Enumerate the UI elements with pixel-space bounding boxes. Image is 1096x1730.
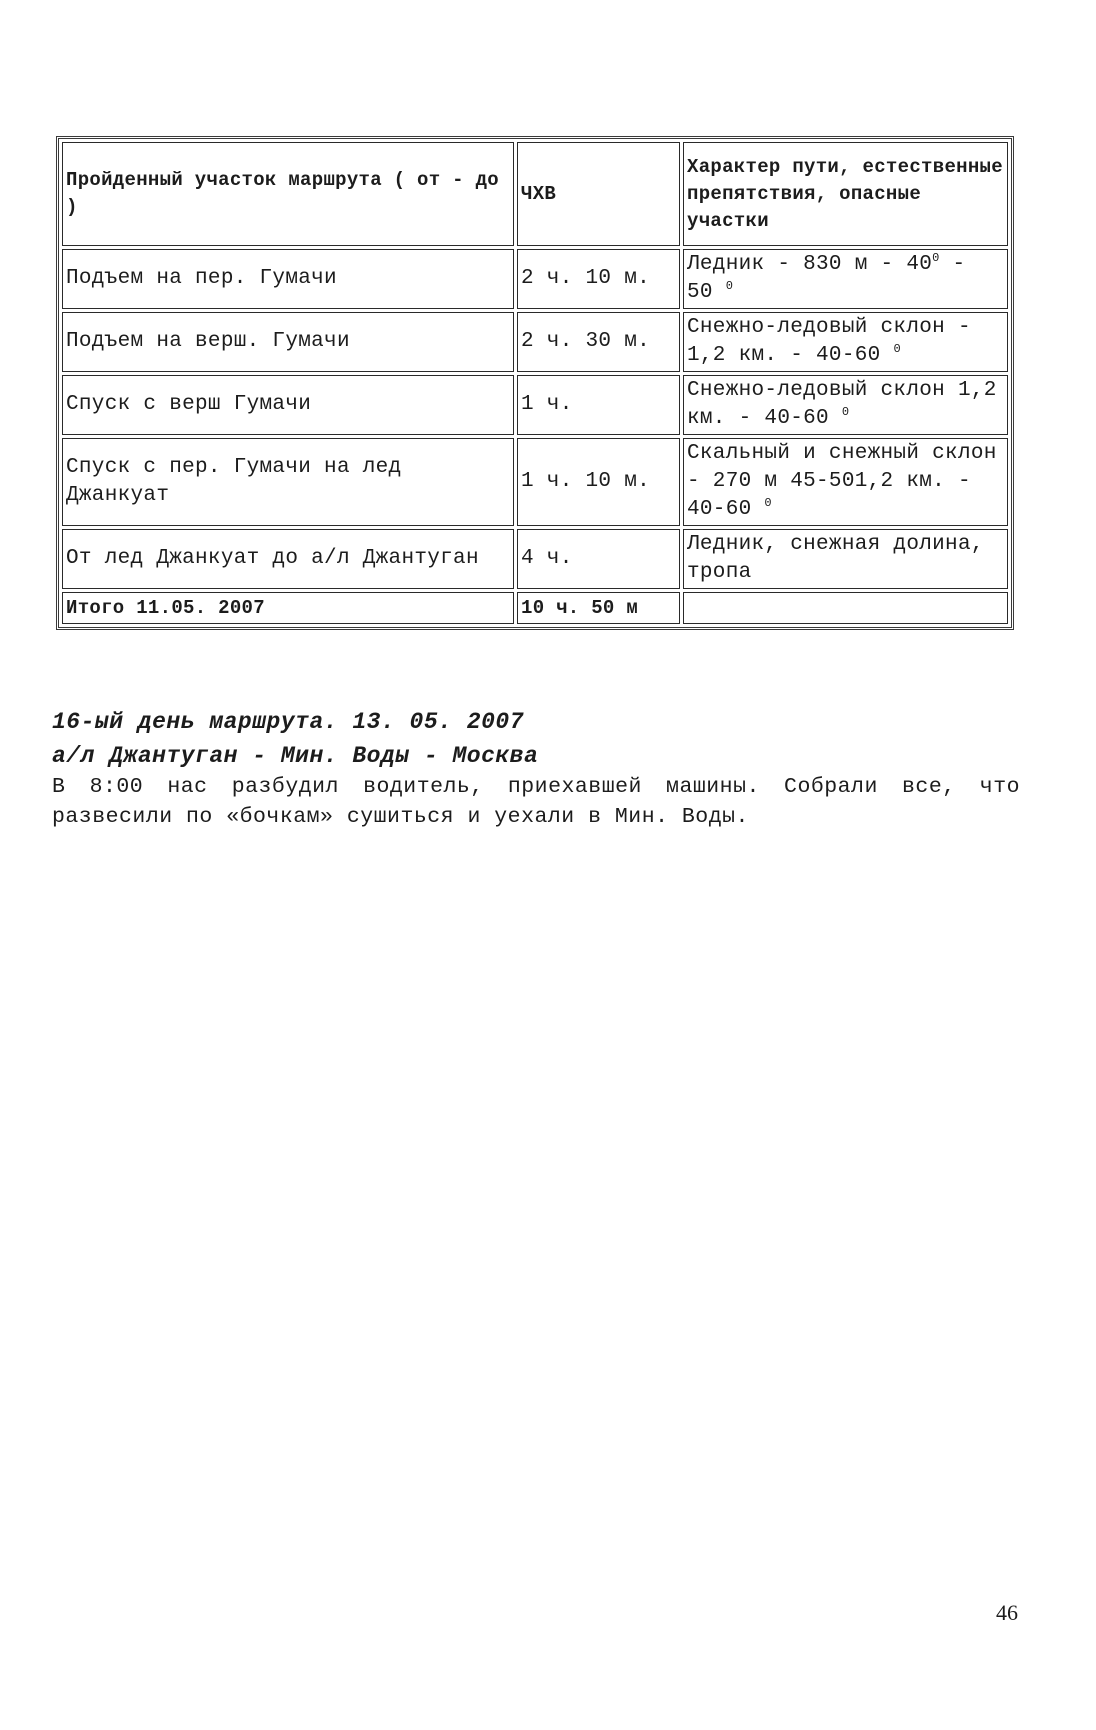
nature-text: Скальный и снежный склон - 270 м 45-501,2 км. - 40-60 — [687, 442, 997, 521]
nature-text: Ледник - 830 м - 40 — [687, 253, 933, 276]
nature-text: Снежно-ледовый склон 1,2 км. - 40-60 — [687, 379, 997, 430]
time-cell: 2 ч. 30 м. — [517, 312, 680, 372]
segment-cell: Подъем на верш. Гумачи — [62, 312, 514, 372]
nature-cell — [683, 375, 1008, 435]
table-total-row — [62, 592, 1008, 624]
nature-cell — [683, 249, 1008, 309]
nature-text: Снежно-ледовый склон - 1,2 км. - 40-60 — [687, 316, 971, 367]
time-cell: 2 ч. 10 м. — [517, 249, 680, 309]
page-number: 46 — [996, 1600, 1018, 1625]
table-row — [62, 249, 1008, 309]
total-label: Итого 11.05. 2007 — [62, 592, 514, 624]
day-title: 16-ый день маршрута. 13. 05. 2007 — [52, 709, 524, 735]
route-table — [56, 136, 1014, 630]
day-description: В 8:00 нас разбудил водитель, приехавшей машины. Собрали все, что развесили по «бочкам» сушиться и уехали в Мин. Воды. — [52, 775, 1020, 829]
segment-cell: Подъем на пер. Гумачи — [62, 249, 514, 309]
degree-sign: 0 — [932, 251, 940, 265]
nature-cell — [683, 312, 1008, 372]
table-row — [62, 375, 1008, 435]
time-cell: 1 ч. 10 м. — [517, 438, 680, 526]
degree-sign: 0 — [725, 279, 734, 293]
time-cell: 4 ч. — [517, 529, 680, 589]
header-time: ЧХВ — [517, 142, 680, 246]
segment-cell: Спуск с пер. Гумачи на лед Джанкуат — [62, 438, 514, 526]
segment-cell: Спуск с верш Гумачи — [62, 375, 514, 435]
table-header-row — [62, 142, 1008, 246]
total-empty-cell — [683, 592, 1008, 624]
total-time: 10 ч. 50 м — [517, 592, 680, 624]
day-route-subtitle: а/л Джантуган - Мин. Воды - Москва — [52, 743, 539, 769]
table-row — [62, 529, 1008, 589]
table-row — [62, 312, 1008, 372]
time-cell: 1 ч. — [517, 375, 680, 435]
table-row — [62, 438, 1008, 526]
segment-cell: От лед Джанкуат до а/л Джантуган — [62, 529, 514, 589]
nature-cell — [683, 438, 1008, 526]
nature-cell: Ледник, снежная долина, тропа — [683, 529, 1008, 589]
degree-sign: 0 — [841, 405, 850, 419]
degree-sign: 0 — [893, 342, 901, 356]
degree-sign: 0 — [764, 496, 772, 510]
nature-text: - 50 — [687, 253, 966, 304]
header-nature: Характер пути, естественные препятствия, опасные участки — [683, 142, 1008, 246]
header-segment: Пройденный участок маршрута ( от - до ) — [62, 142, 514, 246]
